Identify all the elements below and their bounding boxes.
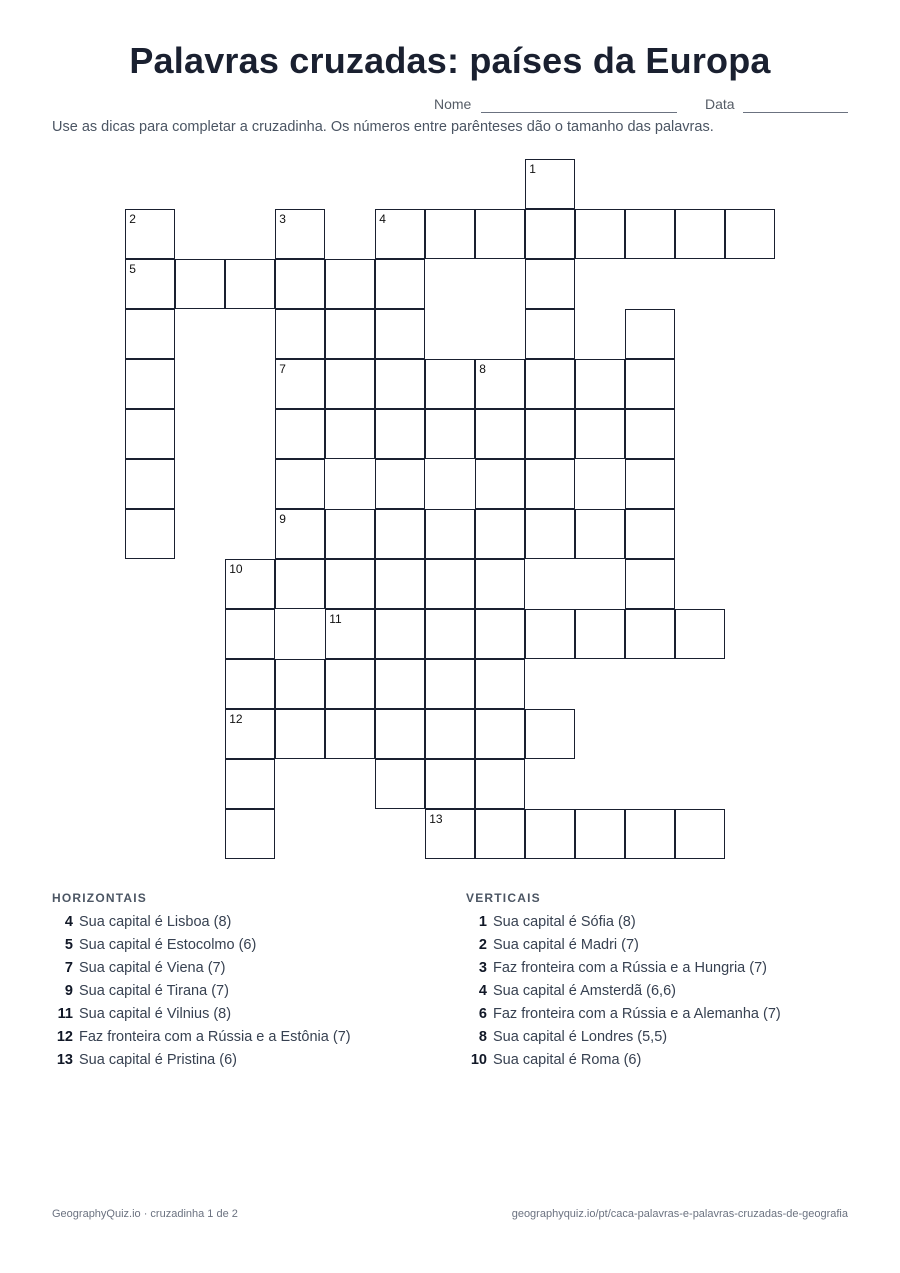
clue-item [466,983,866,1006]
grid-cell[interactable] [425,559,475,609]
grid-cell[interactable] [225,559,275,609]
grid-cell[interactable] [325,359,375,409]
clue-item [466,937,866,960]
grid-cell[interactable] [325,509,375,559]
date-label: Data [705,96,735,112]
grid-cell[interactable] [375,509,425,559]
clue-item-text: Sua capital é Pristina (6) [79,1052,237,1068]
grid-cell[interactable] [225,809,275,859]
grid-cell[interactable] [625,209,675,259]
grid-cell[interactable] [625,509,675,559]
grid-cell[interactable] [625,809,675,859]
clue-item-text: Sua capital é Lisboa (8) [79,914,232,930]
clue-item [52,914,452,937]
grid-cell[interactable] [525,309,575,359]
clue-item-number: 4 [478,983,487,999]
clue-item [52,937,452,960]
grid-cell[interactable] [425,409,475,459]
clue-item-text: Faz fronteira com a Rússia e a Estônia (7) [79,1029,351,1045]
grid-cell[interactable] [625,409,675,459]
clue-number: 11 [329,612,342,627]
clue-item-text: Sua capital é Vilnius (8) [79,1006,232,1022]
grid-cell[interactable] [525,409,575,459]
grid-cell[interactable] [625,459,675,509]
clue-item-number: 3 [478,960,487,976]
grid-cell[interactable] [475,709,525,759]
grid-cell[interactable] [375,459,425,509]
footer-left: GeographyQuiz.io · cruzadinha 1 de 2 [52,1208,238,1220]
across-clues [52,891,452,1075]
clue-number: 1 [529,162,536,177]
clue-item [52,1029,452,1052]
grid-cell[interactable] [125,359,175,409]
grid-cell[interactable] [525,709,575,759]
grid-cell[interactable] [225,259,275,309]
clue-item-text: Sua capital é Londres (5,5) [493,1029,668,1045]
grid-cell[interactable] [425,209,475,259]
grid-cell[interactable] [125,309,175,359]
clue-item-text: Sua capital é Estocolmo (6) [79,937,257,953]
grid-cell[interactable] [375,559,425,609]
grid-cell[interactable] [475,609,525,659]
clue-number: 12 [229,712,243,727]
grid-cell[interactable] [125,459,175,509]
clue-number: 8 [479,362,486,377]
clue-item [466,1029,866,1052]
grid-cell[interactable] [675,609,725,659]
clue-item [52,1006,452,1029]
grid-cell[interactable] [475,409,525,459]
grid-cell[interactable] [475,459,525,509]
grid-cell[interactable] [275,559,325,609]
clue-item [52,960,452,983]
clue-item-number: 4 [64,914,73,930]
page-title: Palavras cruzadas: países da Europa [129,40,771,81]
clue-item-number: 12 [56,1029,73,1045]
grid-cell[interactable] [575,509,625,559]
clue-item-text: Sua capital é Tirana (7) [79,983,229,999]
grid-cell[interactable] [275,209,325,259]
down-heading: VERTICAIS [466,891,541,905]
grid-cell[interactable] [375,359,425,409]
grid-cell[interactable] [625,609,675,659]
instructions: Use as dicas para completar a cruzadinha. Os números entre parênteses dão o tamanho das palavras. [52,119,714,135]
grid-cell[interactable] [225,609,275,659]
grid-cell[interactable] [675,809,725,859]
clue-item-number: 5 [64,937,73,953]
grid-cell[interactable] [725,209,775,259]
clue-item [52,1052,452,1075]
grid-cell[interactable] [575,609,625,659]
grid-cell[interactable] [375,259,425,309]
name-label: Nome [434,96,472,112]
grid-cell[interactable] [125,259,175,309]
grid-cell[interactable] [275,259,325,309]
grid-cell[interactable] [125,409,175,459]
grid-cell[interactable] [475,559,525,609]
grid-cell[interactable] [125,509,175,559]
grid-cell[interactable] [475,759,525,809]
clue-item [466,960,866,983]
clue-item-text: Faz fronteira com a Rússia e a Hungria (7) [493,960,767,976]
clue-item-number: 2 [478,937,487,953]
grid-cell[interactable] [625,559,675,609]
clue-item-text: Faz fronteira com a Rússia e a Alemanha (7) [493,1006,781,1022]
grid-cell[interactable] [325,259,375,309]
clue-item [52,983,452,1006]
across-heading: HORIZONTAIS [52,891,147,905]
grid-cell[interactable] [225,709,275,759]
grid-cell[interactable] [225,759,275,809]
grid-cell[interactable] [375,409,425,459]
grid-cell[interactable] [275,659,325,709]
clue-number: 7 [279,362,286,377]
grid-cell[interactable] [475,809,525,859]
grid-cell[interactable] [325,409,375,459]
grid-cell[interactable] [575,209,625,259]
grid-cell[interactable] [275,359,325,409]
clue-item [466,1052,866,1075]
grid-cell[interactable] [525,509,575,559]
clue-item-number: 6 [478,1006,487,1022]
clue-item-number: 11 [57,1006,73,1022]
clue-number: 2 [129,212,136,227]
grid-cell[interactable] [325,609,375,659]
grid-cell[interactable] [225,659,275,709]
grid-cell[interactable] [125,209,175,259]
grid-cell[interactable] [525,159,575,209]
clue-item-number: 1 [478,914,487,930]
grid-cell[interactable] [275,709,325,759]
grid-cell[interactable] [475,659,525,709]
clue-number: 5 [129,262,136,277]
grid-cell[interactable] [425,509,475,559]
grid-cell[interactable] [325,709,375,759]
clue-number: 4 [379,212,386,227]
grid-cell[interactable] [525,359,575,409]
grid-cell[interactable] [425,359,475,409]
clue-item-text: Sua capital é Viena (7) [79,960,226,976]
grid-cell[interactable] [325,309,375,359]
grid-cell[interactable] [275,509,325,559]
clue-number: 9 [279,512,286,527]
grid-cell[interactable] [475,209,525,259]
grid-cell[interactable] [575,409,625,459]
clue-number: 10 [229,562,243,577]
clue-item-text: Sua capital é Roma (6) [493,1052,642,1068]
grid-cell[interactable] [375,709,425,759]
clue-item [466,1006,866,1029]
grid-cell[interactable] [675,209,725,259]
grid-cell[interactable] [275,309,325,359]
grid-cell[interactable] [325,559,375,609]
grid-cell[interactable] [425,759,475,809]
grid-cell[interactable] [625,359,675,409]
clue-item-number: 8 [478,1029,487,1045]
grid-cell[interactable] [375,209,425,259]
grid-cell[interactable] [525,259,575,309]
footer-url[interactable]: geographyquiz.io/pt/caca-palavras-e-palavras-cruzadas-de-geografia [511,1208,848,1220]
grid-cell[interactable] [525,609,575,659]
grid-cell[interactable] [325,659,375,709]
grid-cell[interactable] [275,459,325,509]
grid-cell[interactable] [475,509,525,559]
grid-cell[interactable] [275,409,325,459]
clue-item-text: Sua capital é Amsterdã (6,6) [493,983,676,999]
grid-cell[interactable] [425,659,475,709]
clue-number: 3 [279,212,286,227]
clue-item-number: 13 [56,1052,73,1068]
grid-cell[interactable] [375,309,425,359]
clue-item-number: 7 [64,960,73,976]
grid-cell[interactable] [525,459,575,509]
grid-cell[interactable] [375,759,425,809]
grid-cell[interactable] [425,709,475,759]
grid-cell[interactable] [475,359,525,409]
clue-number: 13 [429,812,443,827]
grid-cell[interactable] [375,659,425,709]
grid-cell[interactable] [525,809,575,859]
down-clues [466,891,866,1075]
grid-cell[interactable] [625,309,675,359]
grid-cell[interactable] [375,609,425,659]
clue-item [466,914,866,937]
clue-item-text: Sua capital é Madri (7) [493,937,639,953]
grid-cell[interactable] [575,809,625,859]
grid-cell[interactable] [175,259,225,309]
clue-item-text: Sua capital é Sófia (8) [493,914,636,930]
grid-cell[interactable] [425,809,475,859]
grid-cell[interactable] [575,359,625,409]
grid-cell[interactable] [425,609,475,659]
clue-item-number: 9 [64,983,73,999]
clue-item-number: 10 [470,1052,487,1068]
grid-cell[interactable] [525,209,575,259]
